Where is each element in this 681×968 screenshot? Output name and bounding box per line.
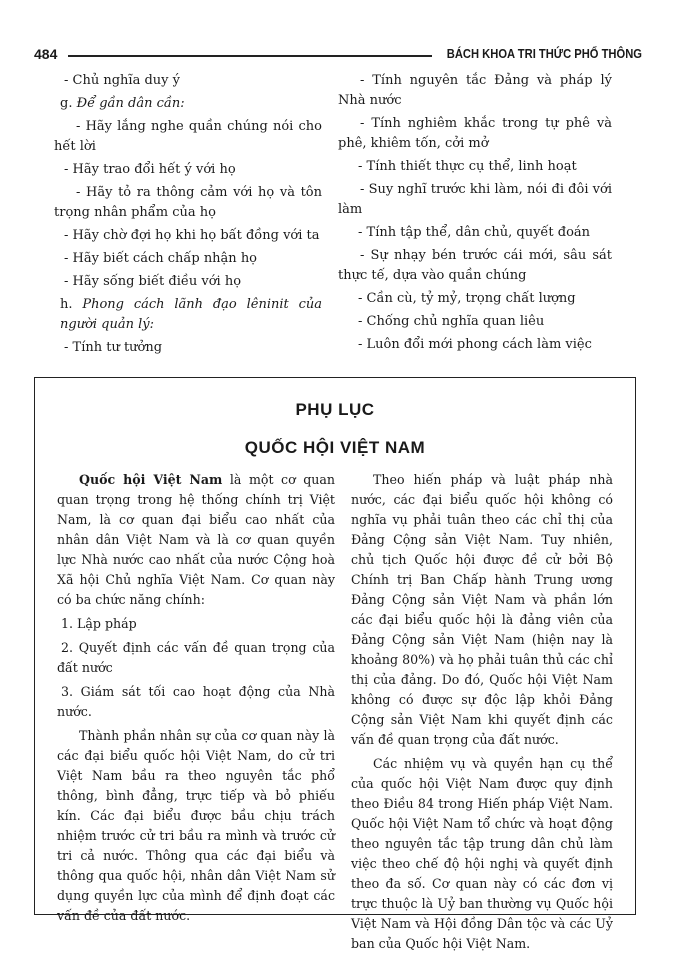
lead-term: Quốc hội Việt Nam [79, 472, 223, 487]
list-item: - Hãy tỏ ra thông cảm với họ và tôn trọng nhân phẩm của họ [54, 185, 322, 220]
list-item: - Hãy trao đổi hết ý với họ [64, 162, 236, 177]
appendix-box [34, 377, 636, 951]
list-item: - Hãy chờ đợi họ khi họ bất đồng với ta [64, 228, 320, 243]
list-item: - Tính tư tưởng [64, 340, 163, 355]
list-item: - Hãy biết cách chấp nhận họ [64, 251, 258, 266]
list-item: - Luôn đổi mới phong cách làm việc [358, 337, 592, 352]
section-heading-label: h. [60, 297, 73, 312]
list-item: - Chủ nghĩa duy ý [64, 73, 180, 88]
appendix-label: PHỤ LỤC [295, 400, 375, 419]
section-heading-label: g. [60, 96, 73, 111]
list-item: - Tính tập thể, dân chủ, quyết đoán [358, 225, 591, 240]
page-header [34, 44, 642, 68]
appendix-right-column [351, 470, 613, 958]
paragraph: Thành phần nhân sự của cơ quan này là các đại biểu quốc hội Việt Nam, do cử tri Việt Nam bầu ra theo nguyên tắc phổ thông, bình đẳng, trực tiếp và bỏ phiếu kín. Các đại biểu được bầu chịu trách nhiệm trước cử tri bầu ra mình và trước cử tri cả nước. Thông qua các đại biểu và thông qua quốc hội, nhân dân Việt Nam sử dụng quyền lực của mình để định đoạt các vấn đề của đất nước. [57, 728, 335, 923]
paragraph: Các nhiệm vụ và quyền hạn cụ thể của quốc hội Việt Nam được quy định theo Điều 84 trong Hiến pháp Việt Nam. Quốc hội Việt Nam tổ chức và hoạt động theo nguyên tắc tập trung dân chủ làm việc theo chế độ hội nghị và quyết định theo đa số. Cơ quan này có các đơn vị trực thuộc là Uỷ ban thường vụ Quốc hội Việt Nam và Hội đồng Dân tộc và các Uỷ ban của Quốc hội Việt Nam. [351, 756, 613, 951]
list-item: - Cần cù, tỷ mỷ, trọng chất lượng [358, 291, 576, 306]
page-number: 484 [34, 46, 58, 62]
running-title: BÁCH KHOA TRI THỨC PHỔ THÔNG [446, 46, 642, 61]
section-heading [54, 94, 322, 114]
list-item: - Suy nghĩ trước khi làm, nói đi đôi với làm [338, 182, 612, 217]
section-heading-text: Để gần dân cần: [76, 96, 185, 111]
upper-left-column [54, 71, 322, 361]
paragraph-text: là một cơ quan quan trọng trong hệ thống chính trị Việt Nam, là cơ quan đại biểu cao nhất của nhân dân Việt Nam và là cơ quan quyền lực Nhà nước cao nhất của nước Cộng hoà Xã hội Chủ nghĩa Việt Nam. Cơ quan này có ba chức năng chính: [57, 472, 335, 607]
list-item: - Hãy lắng nghe quần chúng nói cho hết lời [54, 119, 322, 154]
upper-right-column [338, 71, 612, 358]
appendix-left-column [57, 470, 335, 930]
list-item: - Hãy sống biết điều với họ [64, 274, 242, 289]
list-item: - Tính thiết thực cụ thể, linh hoạt [358, 159, 577, 174]
header-rule [68, 55, 432, 57]
list-item: - Tính nguyên tắc Đảng và pháp lý Nhà nước [338, 73, 612, 108]
list-item: - Chống chủ nghĩa quan liêu [358, 314, 545, 329]
list-item: - Tính nghiêm khắc trong tự phê và phê, khiêm tốn, cởi mở [338, 116, 612, 151]
list-item: - Sự nhạy bén trước cái mới, sâu sát thực tế, dựa vào quần chúng [338, 248, 612, 283]
function-item: 2. Quyết định các vấn đề quan trọng của đất nước [57, 640, 335, 675]
section-heading-text: Phong cách lãnh đạo lêninit của người quản lý: [60, 297, 322, 332]
appendix-title: QUỐC HỘI VIỆT NAM [244, 438, 426, 457]
section-heading [54, 295, 322, 335]
paragraph: Theo hiến pháp và luật pháp nhà nước, các đại biểu quốc hội không có nghĩa vụ phải tuân theo các chỉ thị của Đảng Cộng sản Việt Nam. Tuy nhiên, chủ tịch Quốc hội được đề cử bởi Bộ Chính trị Ban Chấp hành Trung ương Đảng Cộng sản Việt Nam và phần lớn các đại biểu quốc hội là đảng viên của Đảng Cộng sản Việt Nam (hiện nay là khoảng 80%) và họ phải tuân thủ các chỉ thị của đảng. Do đó, Quốc hội Việt Nam không có được sự độc lập khỏi Đảng Cộng sản Việt Nam khi quyết định các vấn đề quan trọng của đất nước. [351, 472, 613, 747]
function-item: 3. Giám sát tối cao hoạt động của Nhà nước. [57, 684, 335, 719]
paragraph [57, 470, 335, 610]
function-item: 1. Lập pháp [61, 616, 137, 631]
